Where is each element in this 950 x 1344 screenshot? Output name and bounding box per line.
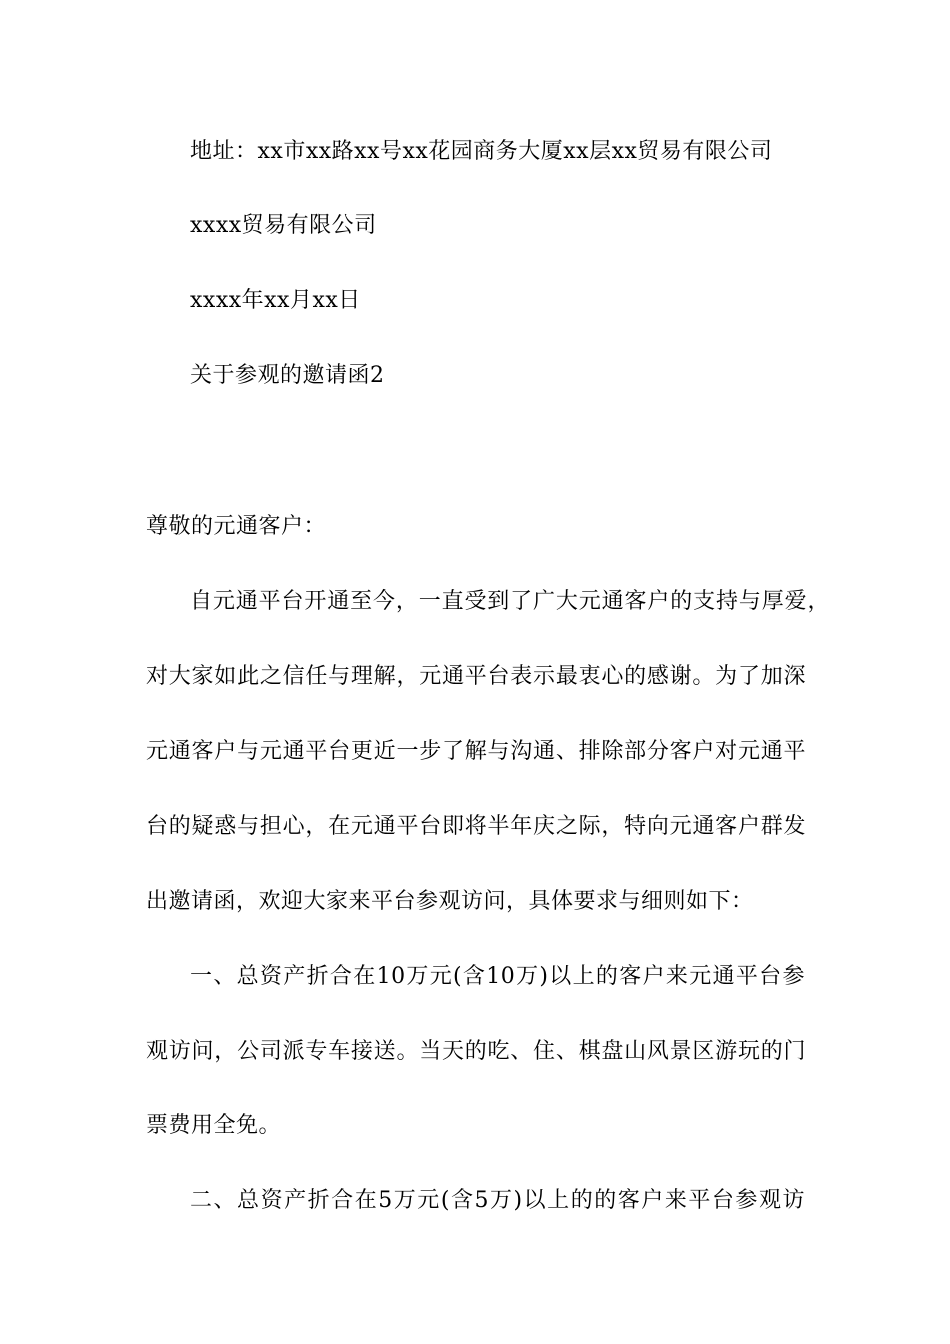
paragraph-1-line-3-text: 元通客户与元通平台更近一步了解与沟通、排除部分客户对元通平 xyxy=(146,739,806,764)
address-text: 地址：xx市xx路xx号xx花园商务大厦xx层xx贸易有限公司 xyxy=(190,139,773,164)
paragraph-1-line-2 xyxy=(146,662,806,692)
paragraph-1-line-4 xyxy=(146,812,806,842)
date-line xyxy=(190,286,361,316)
salutation-line xyxy=(146,512,326,542)
paragraph-1-line-1 xyxy=(190,587,830,617)
date-text: xxxx年xx月xx日 xyxy=(190,288,361,313)
company-name-line xyxy=(190,211,377,241)
paragraph-1-line-4-text: 台的疑惑与担心，在元通平台即将半年庆之际，特向元通客户群发 xyxy=(146,814,806,839)
paragraph-2-line-2-text: 观访问，公司派专车接送。当天的吃、住、棋盘山风景区游玩的门 xyxy=(146,1039,806,1064)
paragraph-2-line-2 xyxy=(146,1037,806,1067)
paragraph-1-line-5 xyxy=(146,887,754,917)
paragraph-2-line-1-text: 一、总资产折合在10万元(含10万)以上的客户来元通平台参 xyxy=(190,964,805,989)
paragraph-1-line-3 xyxy=(146,737,806,767)
paragraph-1-line-5-text: 出邀请函，欢迎大家来平台参观访问，具体要求与细则如下： xyxy=(146,889,754,914)
paragraph-2-line-1 xyxy=(190,962,805,992)
paragraph-3-line-1-text: 二、总资产折合在5万元(含5万)以上的的客户来平台参观访 xyxy=(190,1188,805,1213)
company-name-text: xxxx贸易有限公司 xyxy=(190,213,377,238)
paragraph-1-line-2-text: 对大家如此之信任与理解，元通平台表示最衷心的感谢。为了加深 xyxy=(146,664,806,689)
paragraph-2-line-3 xyxy=(146,1111,281,1141)
section-heading xyxy=(190,361,385,391)
paragraph-1-line-1-text: 自元通平台开通至今，一直受到了广大元通客户的支持与厚爱， xyxy=(190,589,830,614)
paragraph-3-line-1 xyxy=(190,1186,805,1216)
section-heading-text: 关于参观的邀请函2 xyxy=(190,363,385,388)
salutation-text: 尊敬的元通客户： xyxy=(146,514,327,539)
paragraph-2-line-3-text: 票费用全免。 xyxy=(146,1113,282,1138)
address-line xyxy=(190,137,772,167)
